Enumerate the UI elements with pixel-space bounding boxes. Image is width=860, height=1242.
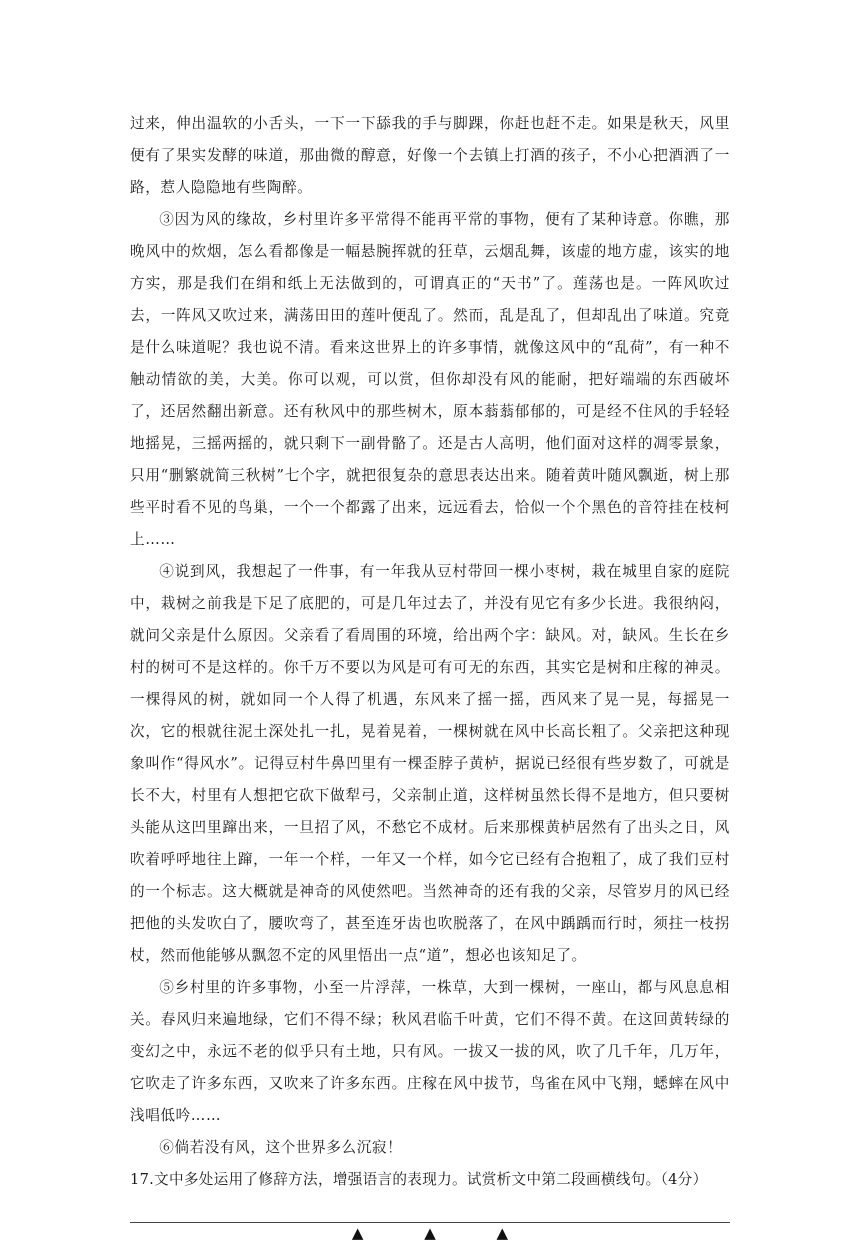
paragraph-6: ⑥倘若没有风，这个世界多么沉寂！ xyxy=(159,1139,403,1156)
paragraph-4: ④说到风，我想起了一件事，有一年我从豆村带回一棵小枣树，栽在城里自家的庭院中，栽树之前我是下足了底肥的，可是几年过去了，并没有见它有多少长进。我很纳闷，就问父亲是什么原因。父亲看了看周围的环境，给出两个字：缺风。对，缺风。生长在乡村的树可不是这样的。你千万不要以为风是可有可无的东西，其实它是树和庄稼的神灵。一棵得风的树，就如同一个人得了机遇，东风来了摇一摇，西风来了晃一晃，每摇晃一次，它的根就往泥土深处扎一扎，晃着晃着，一棵树就在风中长高长粗了。父亲把这种现象叫作“得风水”。记得豆村牛鼻凹里有一棵歪脖子黄栌，据说已经很有些岁数了，可就是长不大，村里有人想把它砍下做犁弓，父亲制止道，这样树虽然长得不是地方，但只要树头能从这凹里蹿出来，一旦招了风，不愁它不成材。后来那棵黄栌居然有了出头之日，风吹着呼呼地往上蹿，一年一个样，一年又一个样，如今它已经有合抱粗了，成了我们豆村的一个标志。这大概就是神奇的风使然吧。当然神奇的还有我的父亲，尽管岁月的风已经把他的头发吹白了，腰吹弯了，甚至连牙齿也吹脱落了，在风中踽踽而行时，须拄一枝拐杖，然而他能够从飘忽不定的风里悟出一点“道”，想必也该知足了。 xyxy=(130,563,730,964)
paragraph-5: ⑤乡村里的许多事物，小至一片浮萍，一株草，大到一棵树，一座山，都与风息息相关。春风归来遍地绿，它们不得不绿；秋风君临千叶黄，它们不得不黄。在这回黄转绿的变幻之中，永远不老的似乎只有土地，只有风。一拔又一拔的风，吹了几千年，几万年，它吹走了许多东西，又吹来了许多东西。庄稼在风中拔节，鸟雀在风中飞翔，蟋蟀在风中浅唱低吟…… xyxy=(130,979,730,1124)
question-17: 17.文中多处运用了修辞方法，增强语言的表现力。试赏析文中第二段画横线句。（4分） xyxy=(130,1171,708,1188)
answer-line[interactable] xyxy=(130,1192,730,1242)
answer-placeholder-marks: ▲ ▲ ▲ xyxy=(351,1224,537,1242)
paragraph-3: ③因为风的缘故，乡村里许多平常得不能再平常的事物，便有了某种诗意。你瞧，那晚风中的炊烟，怎么看都像是一幅悬腕挥就的狂草，云烟乱舞，该虚的地方虚，该实的地方实，那是我们在绢和纸上无法做到的，可谓真正的“天书”了。莲荡也是。一阵风吹过去，一阵风又吹过来，满荡田田的莲叶便乱了。然而，乱是乱了，但却乱出了味道。究竟是什么味道呢？我也说不清。看来这世界上的许多事情，就像这风中的“乱荷”，有一种不触动情欲的美，大美。你可以观，可以赏，但你却没有风的能耐，把好端端的东西破坏了，还居然翻出新意。还有秋风中的那些树木，原本蓊蓊郁郁的，可是经不住风的手轻轻地摇晃，三摇两摇的，就只剩下一副骨骼了。还是古人高明，他们面对这样的凋零景象，只用“删繁就简三秋树”七个字，就把很复杂的意思表达出来。随着黄叶随风飘逝，树上那些平时看不见的鸟巢，一个一个都露了出来，远远看去，恰似一个个黑色的音符挂在枝柯上…… xyxy=(130,211,730,548)
paragraph-2-continued: 过来，伸出温软的小舌头，一下一下舔我的手与脚踝，你赶也赶不走。如果是秋天，风里便有了果实发酵的味道，那曲微的醇意，好像一个去镇上打酒的孩子，不小心把酒洒了一路，惹人隐隐地有些陶醉。 xyxy=(130,115,730,196)
exam-page xyxy=(130,108,730,1242)
